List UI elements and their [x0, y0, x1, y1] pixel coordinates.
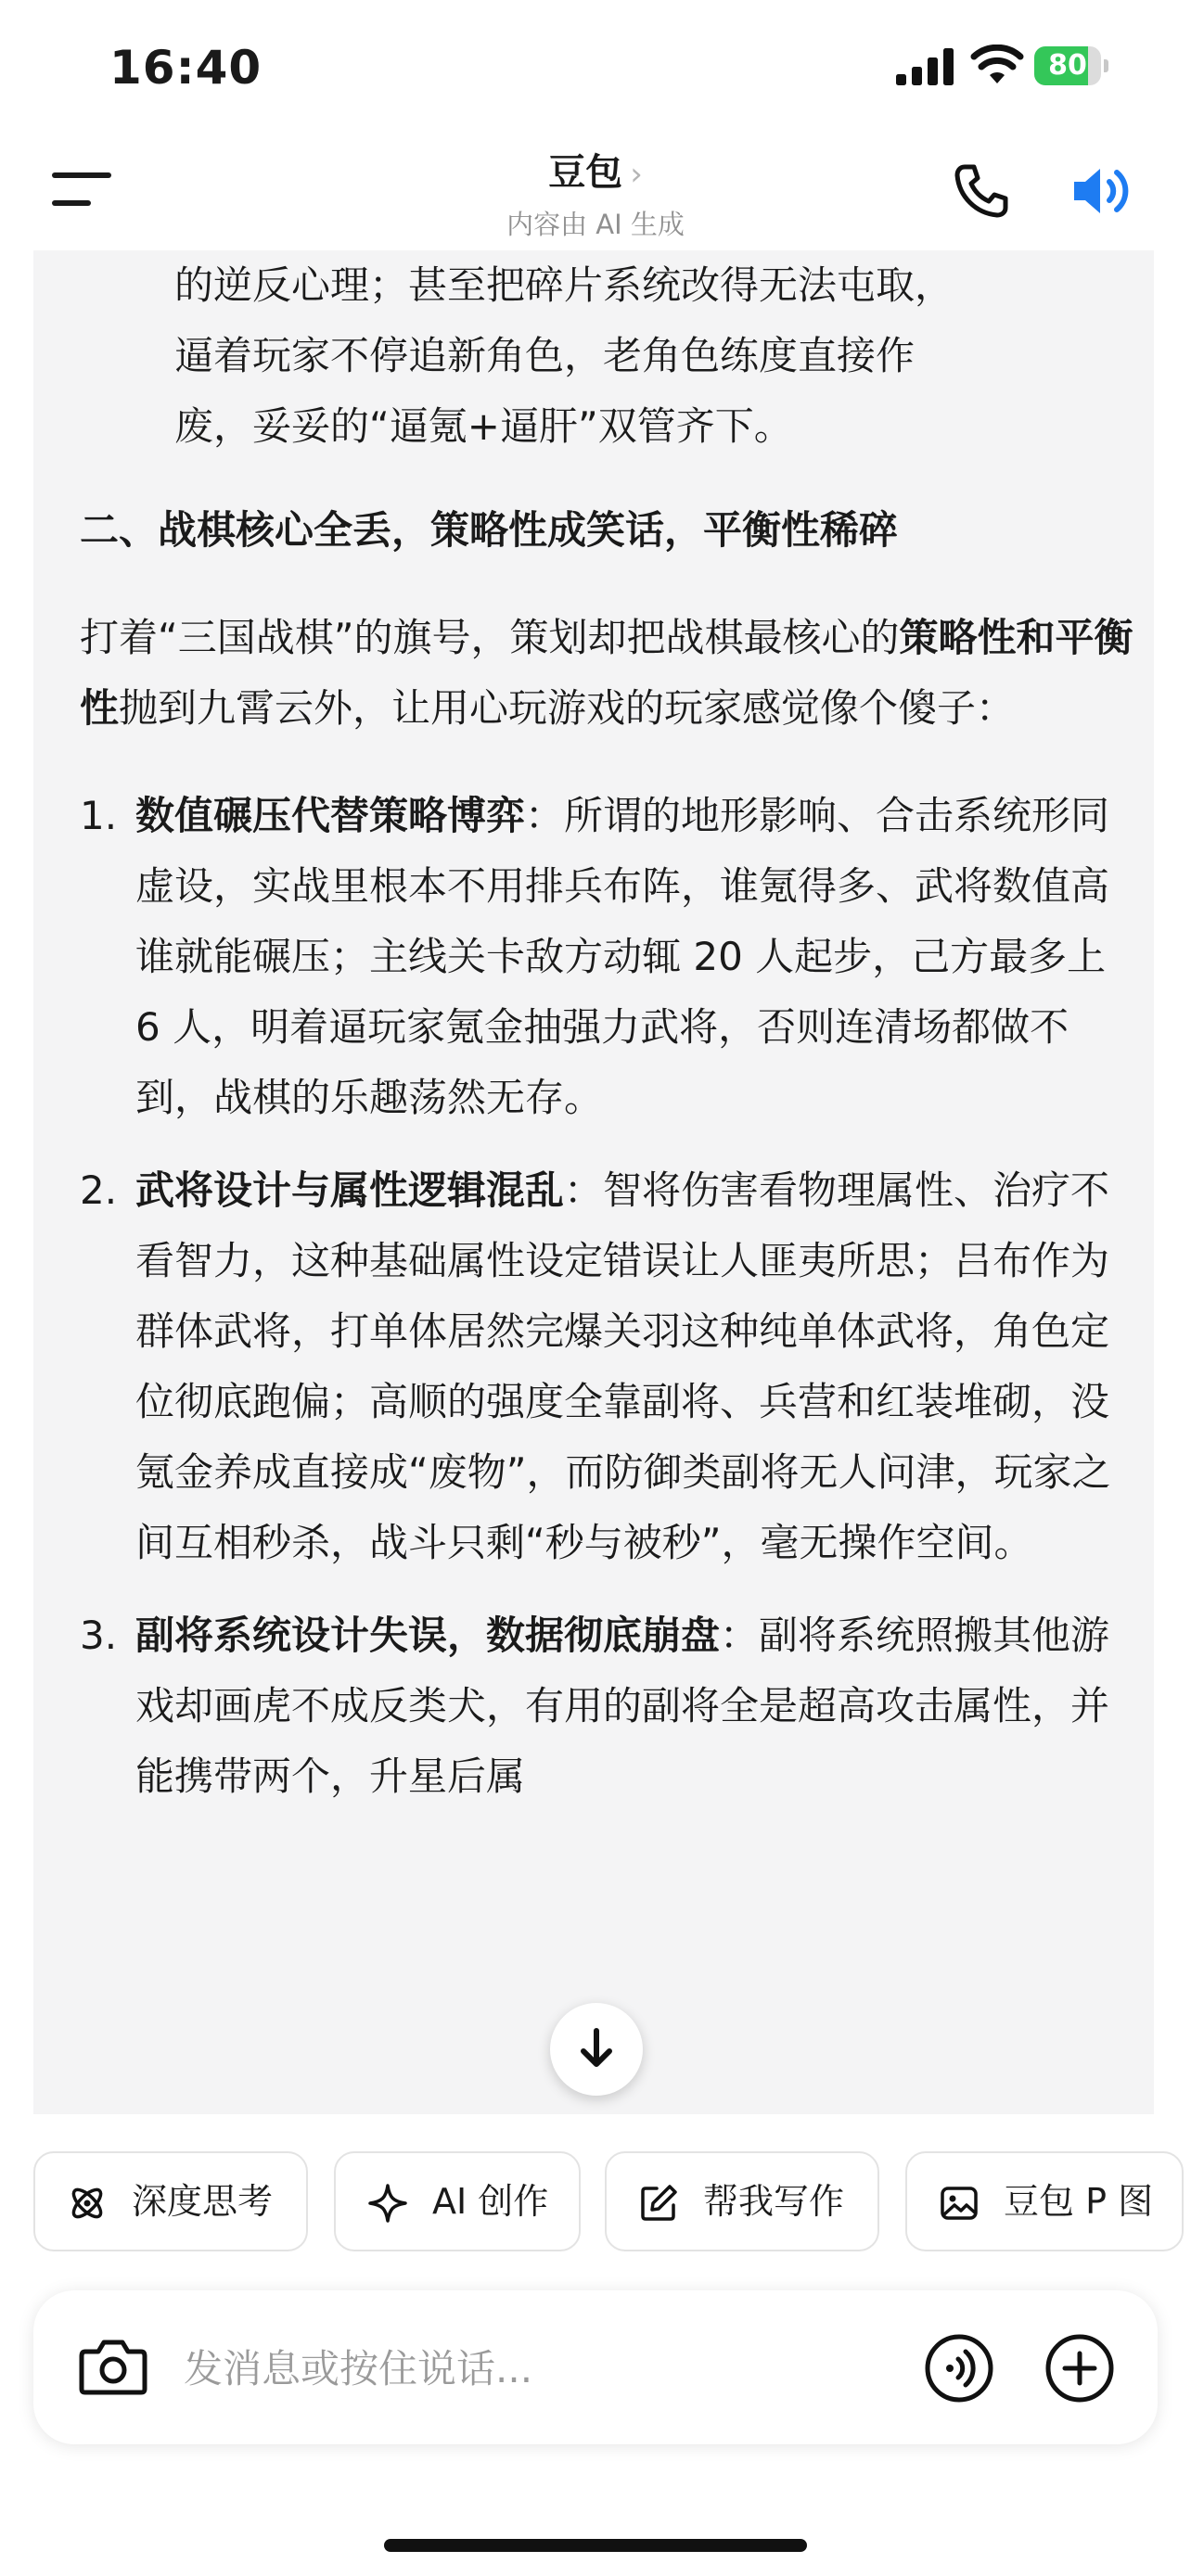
list-item [80, 781, 1137, 1133]
message-line: 逼着玩家不停追新角色，老角色练度直接作 [174, 333, 916, 378]
point-title: 武将设计与属性逻辑混乱 [135, 1167, 565, 1213]
bot-title[interactable] [0, 143, 1191, 196]
scroll-to-bottom-button[interactable] [550, 2003, 643, 2096]
edit-icon [638, 2183, 679, 2224]
chip-deep-think[interactable] [33, 2151, 308, 2251]
cellular-signal-icon [896, 48, 954, 85]
list-item [80, 1600, 1137, 1812]
voice-input-icon[interactable] [924, 2333, 994, 2404]
point-title: 副将系统设计失误，数据彻底崩盘 [135, 1613, 721, 1658]
bot-name[interactable]: 豆包 [548, 151, 623, 194]
point-body: ：智将伤害看物理属性、治疗不看智力，这种基础属性设定错误让人匪夷所思；吕布作为群体武将，打单体居然完爆关羽这种纯单体武将，角色定位彻底跑偏；高顺的强度全靠副将、兵营和红装堆砌，没氪金养成直接成“废物”，而防御类副将无人问津，玩家之间互相秒杀，战斗只剩“秒与被秒”，毫无操作空间。 [135, 1167, 1111, 1565]
quick-actions [33, 2151, 1191, 2255]
chevron-right-icon: › [630, 156, 643, 193]
list-item [80, 1155, 1137, 1578]
message-content [80, 250, 1137, 1834]
image-icon [939, 2183, 980, 2224]
list-number: 3. [80, 1613, 118, 1658]
chip-photo-edit[interactable] [905, 2151, 1184, 2251]
list-number: 2. [80, 1167, 118, 1213]
chip-ai-create[interactable] [334, 2151, 581, 2251]
intro-bold: 策略性和平衡性 [80, 615, 1133, 731]
home-indicator [384, 2539, 807, 2552]
chat-header [0, 130, 1191, 250]
message-line: 的逆反心理；甚至把碎片系统改得无法屯取， [174, 262, 954, 308]
composer [33, 2290, 1158, 2444]
point-title: 数值碾压代替策略博弈 [135, 793, 526, 838]
intro-paragraph: 打着“三国战棋”的旗号，策划却把战棋最核心的策略性和平衡性抛到九霄云外，让用心玩游戏的玩家感觉像个傻子： [80, 615, 1133, 731]
chip-label: AI 创作 [432, 2181, 549, 2222]
arrow-down-icon [576, 2027, 617, 2072]
status-bar [0, 0, 1191, 130]
speaker-icon[interactable] [1070, 161, 1135, 221]
camera-icon[interactable] [78, 2337, 148, 2398]
plus-icon[interactable] [1044, 2333, 1115, 2404]
point-body: ：所谓的地形影响、合击系统形同虚设，实战里根本不用排兵布阵，谁氪得多、武将数值高谁就能碾压；主线关卡敌方动辄 20 人起步，己方最多上 6 人，明着逼玩家氪金抽强力武将，否则连清场都做不到，战棋的乐趣荡然无存。 [135, 793, 1110, 1120]
chip-label: 豆包 P 图 [1004, 2181, 1154, 2222]
assistant-message [33, 250, 1154, 2114]
chip-label: 深度思考 [132, 2181, 274, 2222]
chip-label: 帮我写作 [703, 2181, 845, 2222]
battery-icon [1034, 46, 1108, 85]
battery-percent: 80 [1048, 49, 1087, 82]
message-line: 废，妥妥的“逼氪+逼肝”双管齐下。 [174, 403, 793, 449]
ai-disclaimer: 内容由 AI 生成 [506, 209, 685, 240]
message-input[interactable] [182, 2335, 928, 2402]
list-number: 1. [80, 793, 118, 838]
section-heading: 二、战棋核心全丢，策略性成笑话，平衡性稀碎 [80, 507, 899, 553]
status-time: 16:40 [109, 41, 263, 95]
point-body: ：副将系统照搬其他游戏却画虎不成反类犬，有用的副将全是超高攻击属性，并能携带两个，升星后属 [135, 1613, 1110, 1799]
wifi-icon [970, 45, 1024, 85]
atom-icon [67, 2183, 108, 2224]
sparkle-icon [367, 2183, 408, 2224]
chip-write-for-me[interactable] [605, 2151, 879, 2251]
phone-icon[interactable] [952, 161, 1011, 221]
points-list [80, 781, 1137, 1812]
